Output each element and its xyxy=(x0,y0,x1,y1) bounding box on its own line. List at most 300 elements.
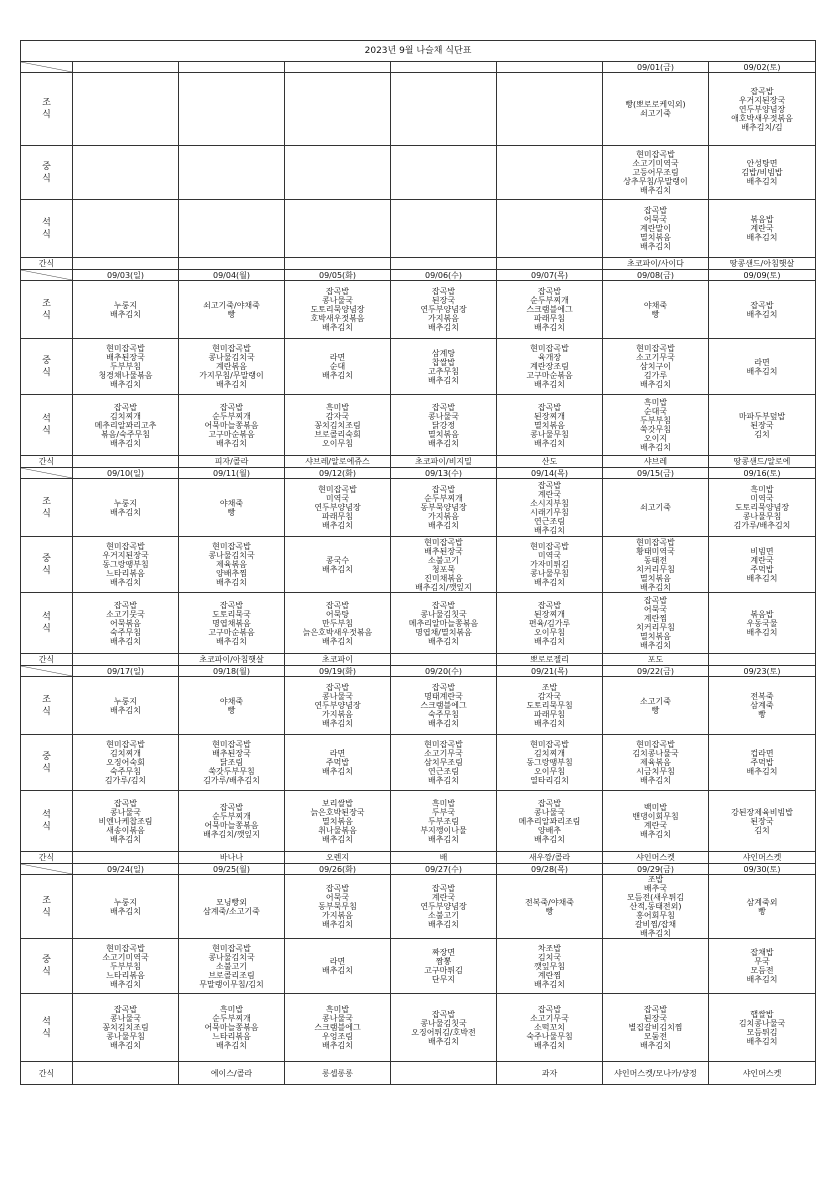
menu-item: 잡곡밥 xyxy=(431,485,456,494)
menu-item: 배추김치 xyxy=(640,582,671,592)
menu-item: 배추김치 xyxy=(322,636,353,646)
breakfast-label: 조식 xyxy=(21,875,73,939)
date-cell: 09/12(화) xyxy=(285,468,391,479)
menu-item: 콩나물무침 xyxy=(742,512,782,521)
menu-item: 주먹밥 xyxy=(750,758,774,767)
menu-item: 삼치구이 xyxy=(640,362,671,371)
date-cell: 09/23(토) xyxy=(709,666,816,677)
menu-item: 고구마순볶음 xyxy=(208,627,255,637)
snack-cell xyxy=(391,1062,497,1085)
menu-item: 김가루/배추김치 xyxy=(733,521,791,530)
menu-item: 소고기뭇국 xyxy=(106,609,145,619)
menu-item: 소불고기 xyxy=(428,911,459,920)
date-corner-cell xyxy=(21,864,73,875)
menu-item: 잡곡밥 xyxy=(431,287,456,296)
lunch-menu-cell xyxy=(709,939,816,994)
menu-item: 오징어숙회 xyxy=(106,758,145,767)
breakfast-menu-cell xyxy=(709,73,816,146)
menu-item: 김밥/비빔밥 xyxy=(741,168,783,177)
menu-item: 진미채볶음 xyxy=(424,573,463,583)
menu-item: 우엉조림 xyxy=(322,1032,353,1041)
dinner-menu-cell xyxy=(497,994,603,1062)
snack-cell xyxy=(73,456,179,468)
menu-item: 배추김치 xyxy=(110,979,141,989)
breakfast-row xyxy=(21,875,816,939)
menu-item: 보리쌀밥 xyxy=(322,798,353,808)
snack-cell: 포도 xyxy=(603,654,709,666)
snack-row xyxy=(21,1062,816,1085)
menu-item: 잡곡밥 xyxy=(113,798,138,808)
lunch-menu-cell xyxy=(179,735,285,791)
snack-cell: 초코파이/사이다 xyxy=(603,258,709,270)
menu-item: 주먹밥 xyxy=(325,758,350,767)
menu-item: 소불고기 xyxy=(428,555,459,565)
dinner-menu-cell xyxy=(391,593,497,654)
menu-item: 배추김치 xyxy=(322,1041,353,1050)
menu-item: 소불고기 xyxy=(216,961,247,971)
breakfast-menu-cell xyxy=(603,73,709,146)
breakfast-menu-cell xyxy=(285,479,391,537)
snack-label: 간식 xyxy=(21,456,73,468)
menu-item: 배추김치 xyxy=(428,323,459,332)
menu-item: 닭조림 xyxy=(219,758,244,767)
menu-item: 도토리묵양념장 xyxy=(310,305,365,314)
lunch-menu-cell xyxy=(179,939,285,994)
breakfast-menu-cell xyxy=(179,281,285,339)
menu-item: 누룽지 xyxy=(113,498,138,508)
snack-label: 간식 xyxy=(21,1062,73,1085)
dinner-menu-cell xyxy=(73,395,179,456)
date-cell: 09/25(월) xyxy=(179,864,285,875)
dinner-label: 석식 xyxy=(21,994,73,1062)
menu-item: 배추김치 xyxy=(534,834,565,844)
menu-item: 배추김치 xyxy=(110,438,141,448)
menu-item: 오이지 xyxy=(643,434,668,443)
menu-item: 애호박새우젓볶음 xyxy=(731,113,793,123)
breakfast-menu-cell xyxy=(73,73,179,146)
menu-item: 청경채나물볶음 xyxy=(98,371,153,380)
breakfast-row xyxy=(21,677,816,735)
menu-item: 김치콩나물국 xyxy=(632,749,679,758)
menu-item: 소고기무국 xyxy=(424,749,463,758)
diagonal-line-icon xyxy=(21,666,72,676)
menu-item: 빵 xyxy=(758,906,766,916)
menu-item: 배추김치 xyxy=(110,507,141,517)
menu-item: 배추김치 xyxy=(534,979,565,989)
dinner-label: 석식 xyxy=(21,593,73,654)
date-row xyxy=(21,666,816,677)
menu-item: 메추리알마늘쫑볶음 xyxy=(408,618,479,628)
menu-item: 햅쌀밥 xyxy=(750,1009,774,1019)
menu-item: 오이무침 xyxy=(534,627,565,637)
menu-item: 라면 xyxy=(754,357,770,367)
menu-item: 전복죽 xyxy=(750,692,774,701)
menu-item: 조밥 xyxy=(541,683,558,692)
menu-item: 배추김치 xyxy=(746,1036,778,1046)
breakfast-menu-cell xyxy=(179,875,285,939)
menu-item: 스크램블에그 xyxy=(526,305,573,314)
date-corner-cell xyxy=(21,468,73,479)
breakfast-menu-cell xyxy=(391,73,497,146)
menu-item: 스크램블에그 xyxy=(420,701,467,710)
menu-item: 양배추 xyxy=(537,825,562,835)
menu-item: 계란볶음 xyxy=(216,362,247,371)
menu-item: 고등어무조림 xyxy=(632,168,679,177)
menu-item: 배추김치 xyxy=(216,438,247,448)
menu-item: 스크램블에그 xyxy=(314,1023,361,1032)
snack-cell xyxy=(285,258,391,270)
menu-item: 콩나물무침 xyxy=(530,429,569,439)
menu-item: 쑥갓무침 xyxy=(640,425,671,434)
menu-item: 두부부침 xyxy=(640,416,671,425)
menu-item: 된장국 xyxy=(750,420,774,430)
menu-item: 현미잡곡밥 xyxy=(318,485,357,494)
date-corner-cell xyxy=(21,270,73,281)
menu-item: 빵 xyxy=(227,309,236,319)
breakfast-menu-cell xyxy=(179,677,285,735)
menu-item: 배추김치 xyxy=(322,767,353,776)
menu-item: 숙주무침 xyxy=(110,767,141,776)
snack-cell: 초코파이/비지밀 xyxy=(391,456,497,468)
breakfast-menu-cell xyxy=(603,677,709,735)
lunch-menu-cell xyxy=(285,939,391,994)
menu-item: 배추김치 xyxy=(534,525,565,535)
menu-item: 전복죽/야채죽 xyxy=(524,897,575,907)
menu-item: 동부묵양념장 xyxy=(420,503,467,512)
menu-item: 조밥 xyxy=(647,875,664,884)
menu-item: 마파두부덮밥 xyxy=(738,411,786,421)
lunch-menu-cell xyxy=(391,146,497,200)
menu-item: 잡곡밥 xyxy=(537,287,562,296)
date-cell xyxy=(179,62,285,73)
dinner-row xyxy=(21,593,816,654)
menu-item: 멸치볶음 xyxy=(640,573,671,583)
menu-item: 가지볶음 xyxy=(322,710,353,719)
dinner-menu-cell xyxy=(73,593,179,654)
menu-item: 잡곡밥 xyxy=(431,683,456,692)
date-cell: 09/19(화) xyxy=(285,666,391,677)
lunch-label: 중식 xyxy=(21,339,73,395)
menu-item: 늙은호박새우젓볶음 xyxy=(302,627,373,637)
menu-item: 잡곡밥 xyxy=(325,683,350,692)
menu-item: 삼계죽 xyxy=(750,701,774,710)
menu-item: 계란국 xyxy=(643,821,668,830)
menu-item: 배추김치 xyxy=(110,578,141,587)
menu-item: 배추김치 xyxy=(534,719,565,728)
snack-label: 간식 xyxy=(21,852,73,864)
dinner-menu-cell xyxy=(603,593,709,654)
breakfast-menu-cell xyxy=(391,875,497,939)
menu-item: 잡곡밥 xyxy=(643,596,668,605)
lunch-row xyxy=(21,339,816,395)
menu-item: 배추김치 xyxy=(640,929,671,938)
menu-item: 배추김치 xyxy=(746,573,778,583)
snack-cell: 샤브레/알로에쥬스 xyxy=(285,456,391,468)
dinner-menu-cell xyxy=(603,395,709,456)
menu-item: 계란국 xyxy=(750,555,774,565)
dinner-menu-cell xyxy=(603,791,709,852)
date-cell: 09/07(목) xyxy=(497,270,603,281)
menu-item: 현미잡곡밥 xyxy=(530,542,569,551)
menu-item: 도토리묵국 xyxy=(212,609,251,619)
menu-item: 청포묵 xyxy=(431,564,456,574)
snack-cell: 산도 xyxy=(497,456,603,468)
menu-item: 잡곡밥 xyxy=(643,1005,668,1014)
menu-item: 연두부양념장 xyxy=(420,902,467,911)
menu-item: 현미잡곡밥 xyxy=(212,740,251,749)
date-cell: 09/16(토) xyxy=(709,468,816,479)
menu-item: 가자미튀김 xyxy=(530,560,569,569)
menu-item: 두부부침 xyxy=(110,362,141,371)
date-cell xyxy=(285,62,391,73)
menu-item: 배추김치 xyxy=(534,380,565,389)
snack-cell: 땅콩샌드/알로에 xyxy=(709,456,816,468)
menu-item: 배추김치 xyxy=(534,323,565,332)
menu-item: 현미잡곡밥 xyxy=(636,537,675,547)
menu-item: 흑미밥 xyxy=(219,1005,244,1014)
menu-item: 배추김치 xyxy=(110,906,141,916)
breakfast-menu-cell xyxy=(73,479,179,537)
menu-item: 계란말이 xyxy=(640,224,671,233)
menu-item: 명태계란국 xyxy=(424,692,463,701)
lunch-menu-cell xyxy=(603,146,709,200)
breakfast-menu-cell xyxy=(285,875,391,939)
menu-item: 김가루 xyxy=(643,371,668,380)
menu-item: 누룽지 xyxy=(113,696,138,706)
menu-item: 멸치볶음 xyxy=(640,632,671,641)
date-cell: 09/06(수) xyxy=(391,270,497,281)
menu-item: 치커리무침 xyxy=(636,623,675,632)
dinner-menu-cell xyxy=(603,994,709,1062)
menu-item: 흑미밥 xyxy=(643,398,668,407)
date-cell: 09/15(금) xyxy=(603,468,709,479)
menu-item: 배추김치 xyxy=(640,380,671,389)
date-cell: 09/13(수) xyxy=(391,468,497,479)
menu-item: 콩나물무침 xyxy=(530,569,569,578)
menu-item: 배추김치 xyxy=(428,521,459,530)
menu-item: 잡곡밥 xyxy=(219,600,244,610)
menu-item: 배추김치 xyxy=(534,1041,565,1050)
date-cell xyxy=(497,62,603,73)
menu-item: 배추김치 xyxy=(216,636,247,646)
menu-item: 라면 xyxy=(329,353,346,362)
dinner-row xyxy=(21,791,816,852)
menu-item: 배추된장국 xyxy=(106,353,145,362)
date-cell: 09/20(수) xyxy=(391,666,497,677)
date-corner-cell xyxy=(21,62,73,73)
menu-item: 배추김치 xyxy=(322,564,353,574)
menu-item: 된장국 xyxy=(643,1014,668,1023)
lunch-menu-cell xyxy=(603,339,709,395)
menu-item: 주먹밥 xyxy=(750,564,774,574)
menu-item: 콩나물국 xyxy=(322,296,353,305)
snack-cell xyxy=(391,654,497,666)
menu-body xyxy=(21,41,816,1085)
lunch-row xyxy=(21,939,816,994)
menu-item: 취나물볶음 xyxy=(318,825,357,835)
menu-item: 누룽지 xyxy=(113,897,138,907)
menu-item: 소시지부침 xyxy=(530,498,569,508)
menu-item: 배추김치 xyxy=(322,371,353,380)
snack-cell: 샤인머스켓 xyxy=(709,1062,816,1085)
menu-item: 편육/김가루 xyxy=(528,618,571,628)
menu-item: 동그랑땡부침 xyxy=(102,560,149,569)
menu-item: 고구마순볶음 xyxy=(526,371,573,380)
breakfast-menu-cell xyxy=(179,479,285,537)
menu-item: 시래기무침 xyxy=(530,507,569,517)
menu-item: 배추국 xyxy=(643,884,668,893)
dinner-menu-cell xyxy=(285,593,391,654)
menu-item: 계란찜 xyxy=(537,970,562,980)
menu-item: 소고기죽 xyxy=(640,696,671,706)
dinner-menu-cell xyxy=(285,395,391,456)
menu-item: 김치 xyxy=(754,825,770,835)
menu-item: 배추김치 xyxy=(746,627,778,637)
lunch-menu-cell xyxy=(73,146,179,200)
menu-item: 현미잡곡밥 xyxy=(106,740,145,749)
menu-item: 배추김치 xyxy=(428,1036,459,1046)
date-cell: 09/01(금) xyxy=(603,62,709,73)
menu-item: 소고기무국 xyxy=(530,1014,569,1023)
dinner-menu-cell xyxy=(497,200,603,258)
dinner-menu-cell xyxy=(709,395,816,456)
menu-item: 연두부양념장 xyxy=(738,104,786,114)
menu-item: 배추김치 xyxy=(322,719,353,728)
breakfast-menu-cell xyxy=(497,677,603,735)
menu-item: 라면 xyxy=(329,957,346,966)
menu-item: 순두부찌개 xyxy=(212,411,251,421)
menu-item: 갈비찜/잡채 xyxy=(634,920,677,929)
dinner-menu-cell xyxy=(709,593,816,654)
menu-item: 비빔면 xyxy=(750,546,774,556)
breakfast-menu-cell xyxy=(603,479,709,537)
lunch-menu-cell xyxy=(497,537,603,593)
dinner-menu-cell xyxy=(179,395,285,456)
menu-item: 콩나물김칫국 xyxy=(420,1018,467,1028)
menu-table xyxy=(20,40,816,1085)
menu-item: 콩나물국 xyxy=(322,1014,353,1023)
menu-item: 잡곡밥 xyxy=(325,287,350,296)
lunch-menu-cell xyxy=(497,339,603,395)
diagonal-line-icon xyxy=(21,62,72,72)
date-cell xyxy=(391,62,497,73)
menu-item: 김가루/배추김치 xyxy=(203,776,260,785)
menu-item: 새송이볶음 xyxy=(106,825,145,835)
menu-item: 미역국 xyxy=(750,494,774,503)
menu-item: 삼계죽외 xyxy=(746,897,778,907)
menu-item: 소고기미역국 xyxy=(102,952,149,962)
menu-item: 우동국물 xyxy=(746,618,778,628)
lunch-menu-cell xyxy=(391,339,497,395)
menu-item: 배추김치 xyxy=(322,966,353,975)
breakfast-menu-cell xyxy=(709,677,816,735)
menu-item: 밴댕이회무침 xyxy=(632,812,679,821)
menu-item: 산적,동태전외) xyxy=(629,902,682,911)
menu-item: 브로콜리조림 xyxy=(208,970,255,980)
menu-item: 어묵볶음 xyxy=(110,618,141,628)
menu-item: 잡곡밥 xyxy=(431,884,456,893)
menu-item: 모듬전 xyxy=(750,966,774,975)
dinner-menu-cell xyxy=(285,200,391,258)
snack-cell xyxy=(709,654,816,666)
menu-item: 가지볶음 xyxy=(428,314,459,323)
snack-cell: 샤브레 xyxy=(603,456,709,468)
menu-item: 오이무침 xyxy=(322,438,353,448)
menu-item: 배추김치 xyxy=(428,920,459,929)
lunch-menu-cell xyxy=(179,339,285,395)
menu-item: 잡곡밥 xyxy=(325,600,350,610)
menu-item: 만두부침 xyxy=(322,618,353,628)
snack-cell: 바나나 xyxy=(179,852,285,864)
menu-item: 어묵국 xyxy=(643,605,668,614)
menu-item: 치커리무침 xyxy=(636,564,675,574)
menu-item: 현미잡곡밥 xyxy=(212,943,251,953)
menu-item: 도토리묵양념장 xyxy=(734,503,790,512)
breakfast-menu-cell xyxy=(179,73,285,146)
menu-item: 고추무침 xyxy=(428,366,459,376)
menu-item: 김치 xyxy=(754,429,770,439)
menu-item: 김치찌개 xyxy=(110,749,141,758)
lunch-menu-cell xyxy=(603,939,709,994)
menu-item: 순대국 xyxy=(643,407,668,416)
snack-row xyxy=(21,456,816,468)
menu-item: 감자국 xyxy=(537,692,562,701)
lunch-menu-cell xyxy=(709,537,816,593)
lunch-label: 중식 xyxy=(21,735,73,791)
breakfast-menu-cell xyxy=(497,479,603,537)
breakfast-menu-cell xyxy=(73,677,179,735)
snack-cell: 초코파이 xyxy=(285,654,391,666)
menu-item: 현미잡곡밥 xyxy=(106,344,145,353)
menu-item: 어묵탕 xyxy=(325,609,350,619)
breakfast-menu-cell xyxy=(391,281,497,339)
menu-item: 별집갈비김치찜 xyxy=(628,1023,683,1032)
menu-item: 빵 xyxy=(758,710,766,719)
dinner-menu-cell xyxy=(709,200,816,258)
dinner-menu-cell xyxy=(179,994,285,1062)
menu-item: 잡곡밥 xyxy=(431,600,456,610)
snack-cell: 샤인머스켓 xyxy=(709,852,816,864)
menu-item: 우거지된장국 xyxy=(738,95,786,105)
date-row xyxy=(21,864,816,875)
date-cell: 09/04(월) xyxy=(179,270,285,281)
menu-item: 쇠고기죽 xyxy=(640,503,671,512)
menu-item: 된장국 xyxy=(431,296,456,305)
menu-item: 소떡꼬치 xyxy=(534,1023,565,1032)
menu-item: 컵라면 xyxy=(750,749,774,758)
menu-item: 잡곡밥 xyxy=(219,803,244,812)
menu-item: 미역국 xyxy=(325,494,350,503)
breakfast-menu-cell xyxy=(709,875,816,939)
dinner-menu-cell xyxy=(73,200,179,258)
menu-item: 숙주무침 xyxy=(110,627,141,637)
menu-item: 열타리김치 xyxy=(530,776,569,785)
menu-item: 잡곡밥 xyxy=(113,1005,138,1014)
snack-cell xyxy=(179,258,285,270)
lunch-menu-cell xyxy=(285,537,391,593)
date-cell: 09/18(월) xyxy=(179,666,285,677)
date-row xyxy=(21,62,816,73)
menu-item: 배추김치 xyxy=(322,920,353,929)
menu-item: 배추김치 xyxy=(746,309,778,319)
dinner-menu-cell xyxy=(497,593,603,654)
breakfast-label: 조식 xyxy=(21,281,73,339)
lunch-menu-cell xyxy=(603,537,709,593)
lunch-row xyxy=(21,146,816,200)
menu-item: 현미잡곡밥 xyxy=(636,344,675,353)
breakfast-row xyxy=(21,73,816,146)
menu-item: 메추리알꽈리고추 xyxy=(94,420,157,430)
